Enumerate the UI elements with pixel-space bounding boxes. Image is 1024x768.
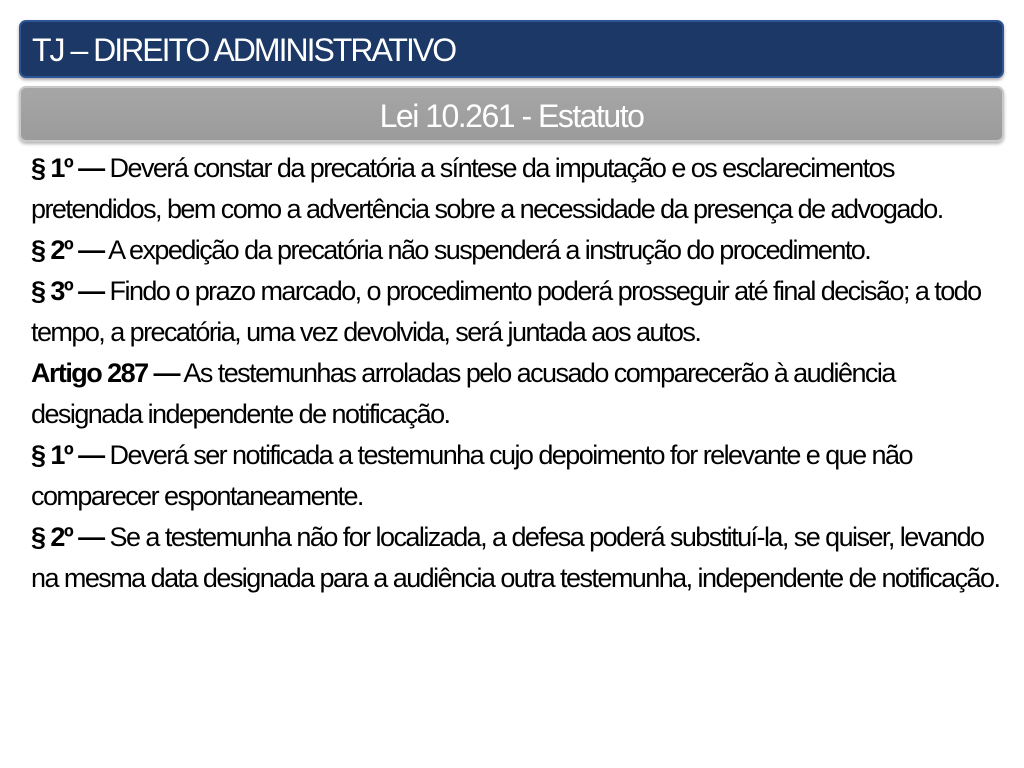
paragraph-6-lead: § 2º — (31, 522, 104, 552)
paragraph-2-lead: § 2º — (31, 235, 104, 265)
title-bar (19, 20, 1004, 78)
paragraph-3-text: Findo o prazo marcado, o procedimento poderá prosseguir até final decisão; a todo tempo, a precatória, uma vez devolvida, será juntada aos autos. (31, 276, 981, 347)
paragraph-3 (31, 271, 1001, 353)
content-body (31, 148, 1001, 599)
paragraph-5 (31, 435, 1001, 517)
paragraph-4-text: As testemunhas arroladas pelo acusado comparecerão à audiência designada independente de notificação. (31, 358, 895, 429)
paragraph-1-text: Deverá constar da precatória a síntese da imputação e os esclarecimentos pretendidos, bem como a advertência sobre a necessidade da presença de advogado. (31, 153, 943, 224)
paragraph-5-text: Deverá ser notificada a testemunha cujo depoimento for relevante e que não comparecer espontaneamente. (31, 440, 912, 511)
paragraph-2 (31, 230, 1001, 271)
slide-subtitle: Lei 10.261 - Estatuto (379, 98, 644, 134)
paragraph-6 (31, 517, 1001, 599)
paragraph-5-lead: § 1º — (31, 440, 104, 470)
paragraph-4-lead: Artigo 287 — (31, 358, 179, 388)
paragraph-2-text: A expedição da precatória não suspenderá a instrução do procedimento. (103, 235, 871, 265)
paragraph-1 (31, 148, 1001, 230)
slide-title: TJ – DIREITO ADMINISTRATIVO (32, 32, 456, 68)
paragraph-6-text: Se a testemunha não for localizada, a defesa poderá substituí-la, se quiser, levando na mesma data designada para a audiência outra testemunha, independente de notificação. (31, 522, 1000, 593)
paragraph-3-lead: § 3º — (31, 276, 104, 306)
paragraph-4 (31, 353, 1001, 435)
subtitle-bar (19, 86, 1004, 142)
paragraph-1-lead: § 1º — (31, 153, 104, 183)
